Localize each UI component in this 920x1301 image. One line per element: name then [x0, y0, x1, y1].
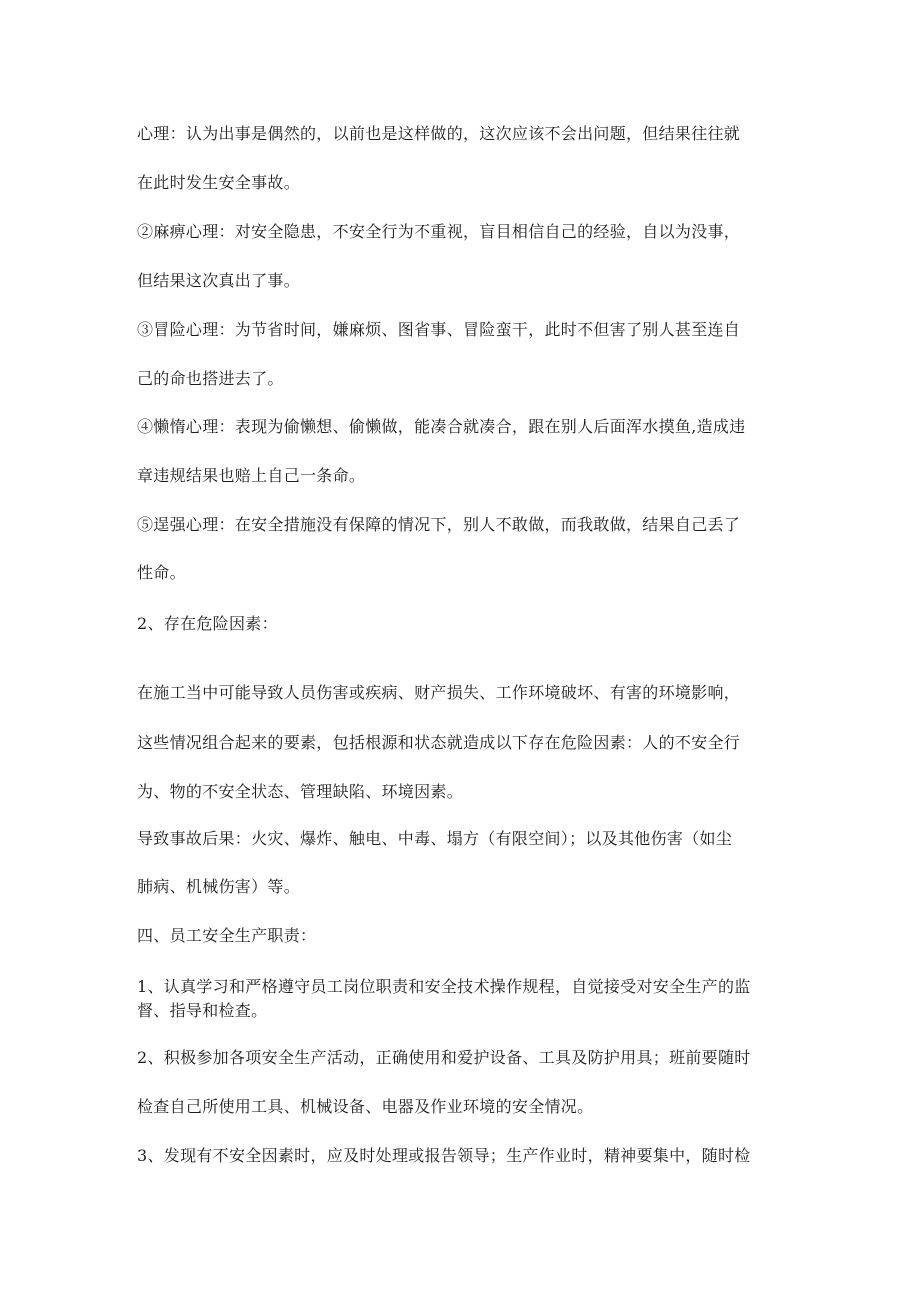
text-line-1: 心理：认为出事是偶然的，以前也是这样做的，这次应该不会出问题，但结果往往就 [137, 124, 741, 143]
section-heading-duties: 四、员工安全生产职责： [137, 926, 317, 945]
text-line-12: 在施工当中可能导致人员伤害或疾病、财产损失、工作环境破坏、有害的环境影响， [137, 683, 741, 702]
text-line-13: 这些情况组合起来的要素，包括根源和状态就造成以下存在危险因素：人的不安全行 [137, 733, 741, 752]
text-line-16: 肺病、机械伤害）等。 [137, 877, 301, 896]
text-line-10: 性命。 [137, 563, 186, 582]
text-line-5: ③冒险心理：为节省时间，嫌麻烦、图省事、冒险蛮干，此时不但害了别人甚至连自 [137, 320, 741, 339]
text-line-3: ②麻痹心理：对安全隐患，不安全行为不重视，盲目相信自己的经验，自以为没事， [137, 222, 741, 241]
text-line-6: 己的命也搭进去了。 [137, 369, 284, 388]
text-line-15: 导致事故后果：火灾、爆炸、触电、中毒、塌方（有限空间）；以及其他伤害（如尘 [137, 829, 733, 848]
text-line-7: ④懒惰心理：表现为偷懒想、偷懒做，能凑合就凑合，跟在别人后面浑水摸鱼,造成违 [137, 417, 746, 436]
text-line-8: 章违规结果也赔上自己一条命。 [137, 466, 366, 485]
text-line-9: ⑤逞强心理：在安全措施没有保障的情况下，别人不敢做，而我敢做，结果自己丢了 [137, 515, 741, 534]
text-line-18: 1、认真学习和严格遵守员工岗位职责和安全技术操作规程，自觉接受对安全生产的监 [137, 977, 751, 996]
section-heading-hazards: 2、存在危险因素： [137, 614, 278, 633]
text-line-4: 但结果这次真出了事。 [137, 271, 301, 290]
text-line-22: 3、发现有不安全因素时，应及时处理或报告领导；生产作业时，精神要集中，随时检 [137, 1146, 751, 1165]
text-line-2: 在此时发生安全事故。 [137, 173, 301, 192]
text-line-14: 为、物的不安全状态、管理缺陷、环境因素。 [137, 782, 464, 801]
text-line-21: 检查自己所使用工具、机械设备、电器及作业环境的安全情况。 [137, 1097, 594, 1116]
text-line-20: 2、积极参加各项安全生产活动，正确使用和爱护设备、工具及防护用具；班前要随时 [137, 1048, 751, 1067]
text-line-19: 督、指导和检查。 [137, 1001, 268, 1020]
